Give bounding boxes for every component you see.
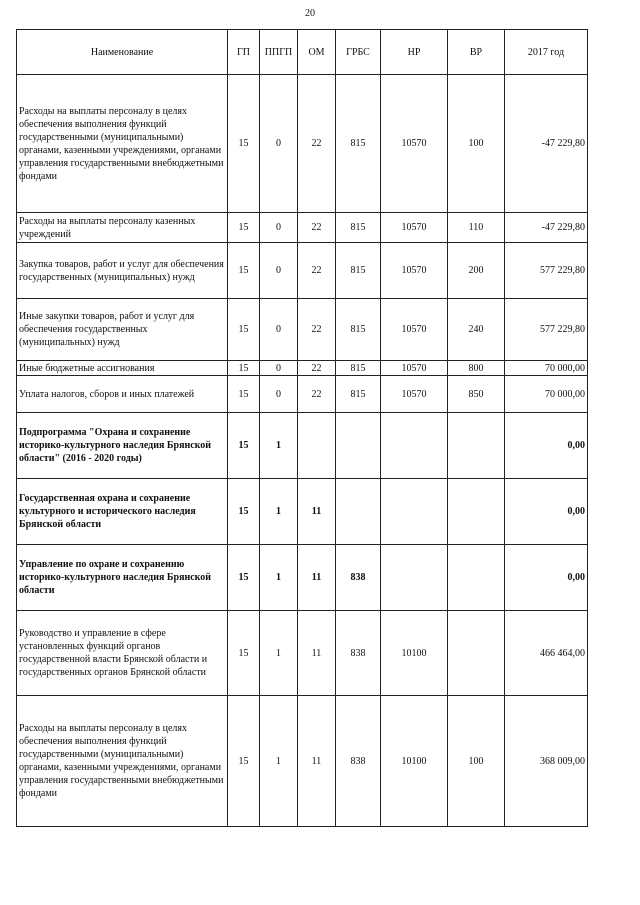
row-om: 22 (298, 213, 336, 243)
row-ppgp: 1 (260, 611, 298, 696)
row-vr: 200 (448, 243, 505, 299)
table-header-row (17, 30, 588, 75)
row-ppgp: 0 (260, 243, 298, 299)
row-amount: 368 009,00 (505, 696, 588, 827)
row-nr (381, 545, 448, 611)
row-grbs: 838 (336, 696, 381, 827)
row-grbs: 838 (336, 611, 381, 696)
row-name: Подпрограмма "Охрана и сохранение историко-культурного наследия Брянской области" (2016 - 2020 годы) (17, 413, 228, 479)
row-amount: -47 229,80 (505, 75, 588, 213)
column-header-gp: ГП (228, 30, 260, 75)
column-header-name: Наименование (17, 30, 228, 75)
row-ppgp: 0 (260, 376, 298, 413)
row-nr: 10570 (381, 213, 448, 243)
table-row (17, 243, 588, 299)
row-gp: 15 (228, 611, 260, 696)
row-nr: 10570 (381, 361, 448, 376)
row-vr (448, 413, 505, 479)
row-gp: 15 (228, 696, 260, 827)
row-gp: 15 (228, 376, 260, 413)
row-grbs: 815 (336, 75, 381, 213)
row-name: Управление по охране и сохранению историко-культурного наследия Брянской области (17, 545, 228, 611)
page-number: 20 (305, 8, 315, 19)
table-row (17, 611, 588, 696)
row-name: Закупка товаров, работ и услуг для обеспечения государственных (муниципальных) нужд (17, 243, 228, 299)
table-row (17, 213, 588, 243)
column-header-ppgp: ППГП (260, 30, 298, 75)
row-vr: 110 (448, 213, 505, 243)
table-row (17, 361, 588, 376)
row-grbs: 838 (336, 545, 381, 611)
row-om: 22 (298, 299, 336, 361)
row-ppgp: 0 (260, 299, 298, 361)
row-vr: 800 (448, 361, 505, 376)
row-grbs: 815 (336, 299, 381, 361)
row-nr: 10570 (381, 243, 448, 299)
row-vr: 850 (448, 376, 505, 413)
row-nr (381, 479, 448, 545)
row-om: 11 (298, 545, 336, 611)
row-grbs: 815 (336, 376, 381, 413)
table-row (17, 75, 588, 213)
row-name: Руководство и управление в сфере установленных функций органов государственной власти Брянской области и государственных органов Брянской области (17, 611, 228, 696)
row-nr: 10570 (381, 299, 448, 361)
column-header-grbs: ГРБС (336, 30, 381, 75)
column-header-vr: ВР (448, 30, 505, 75)
row-om: 11 (298, 611, 336, 696)
row-ppgp: 1 (260, 696, 298, 827)
row-name: Расходы на выплаты персоналу казенных учреждений (17, 213, 228, 243)
row-amount: 0,00 (505, 479, 588, 545)
row-om: 22 (298, 75, 336, 213)
row-nr: 10570 (381, 376, 448, 413)
row-gp: 15 (228, 545, 260, 611)
row-vr (448, 545, 505, 611)
table-row (17, 545, 588, 611)
table-row (17, 376, 588, 413)
row-nr: 10570 (381, 75, 448, 213)
row-name: Расходы на выплаты персоналу в целях обеспечения выполнения функций государственными (муниципальными) органами, казенными учреждениями, органами управления государственными внебюджетными фондами (17, 75, 228, 213)
row-grbs (336, 413, 381, 479)
row-vr (448, 611, 505, 696)
row-nr (381, 413, 448, 479)
row-gp: 15 (228, 413, 260, 479)
table-row (17, 413, 588, 479)
row-om: 11 (298, 696, 336, 827)
row-gp: 15 (228, 299, 260, 361)
row-om: 22 (298, 376, 336, 413)
row-vr: 240 (448, 299, 505, 361)
row-grbs: 815 (336, 361, 381, 376)
row-om (298, 413, 336, 479)
row-gp: 15 (228, 243, 260, 299)
row-name: Иные бюджетные ассигнования (17, 361, 228, 376)
row-amount: 0,00 (505, 545, 588, 611)
budget-table (16, 29, 588, 827)
row-ppgp: 0 (260, 361, 298, 376)
table-row (17, 479, 588, 545)
row-om: 22 (298, 243, 336, 299)
row-amount: 466 464,00 (505, 611, 588, 696)
row-nr: 10100 (381, 611, 448, 696)
row-amount: 70 000,00 (505, 376, 588, 413)
row-nr: 10100 (381, 696, 448, 827)
table-row (17, 299, 588, 361)
row-name: Государственная охрана и сохранение культурного и исторического наследия Брянской области (17, 479, 228, 545)
row-vr (448, 479, 505, 545)
row-gp: 15 (228, 479, 260, 545)
row-amount: -47 229,80 (505, 213, 588, 243)
row-amount: 577 229,80 (505, 299, 588, 361)
row-grbs: 815 (336, 243, 381, 299)
row-ppgp: 1 (260, 413, 298, 479)
row-grbs (336, 479, 381, 545)
row-om: 22 (298, 361, 336, 376)
table-row (17, 696, 588, 827)
row-name: Уплата налогов, сборов и иных платежей (17, 376, 228, 413)
row-amount: 70 000,00 (505, 361, 588, 376)
row-gp: 15 (228, 75, 260, 213)
row-amount: 577 229,80 (505, 243, 588, 299)
row-vr: 100 (448, 696, 505, 827)
row-vr: 100 (448, 75, 505, 213)
row-grbs: 815 (336, 213, 381, 243)
row-ppgp: 0 (260, 75, 298, 213)
row-om: 11 (298, 479, 336, 545)
column-header-amount: 2017 год (505, 30, 588, 75)
row-gp: 15 (228, 361, 260, 376)
row-ppgp: 0 (260, 213, 298, 243)
row-name: Расходы на выплаты персоналу в целях обеспечения выполнения функций государственными (муниципальными) органами, казенными учреждениями, органами управления государственными внебюджетными фондами (17, 696, 228, 827)
column-header-om: ОМ (298, 30, 336, 75)
row-ppgp: 1 (260, 479, 298, 545)
column-header-nr: НР (381, 30, 448, 75)
row-gp: 15 (228, 213, 260, 243)
row-name: Иные закупки товаров, работ и услуг для обеспечения государственных (муниципальных) нужд (17, 299, 228, 361)
row-ppgp: 1 (260, 545, 298, 611)
row-amount: 0,00 (505, 413, 588, 479)
